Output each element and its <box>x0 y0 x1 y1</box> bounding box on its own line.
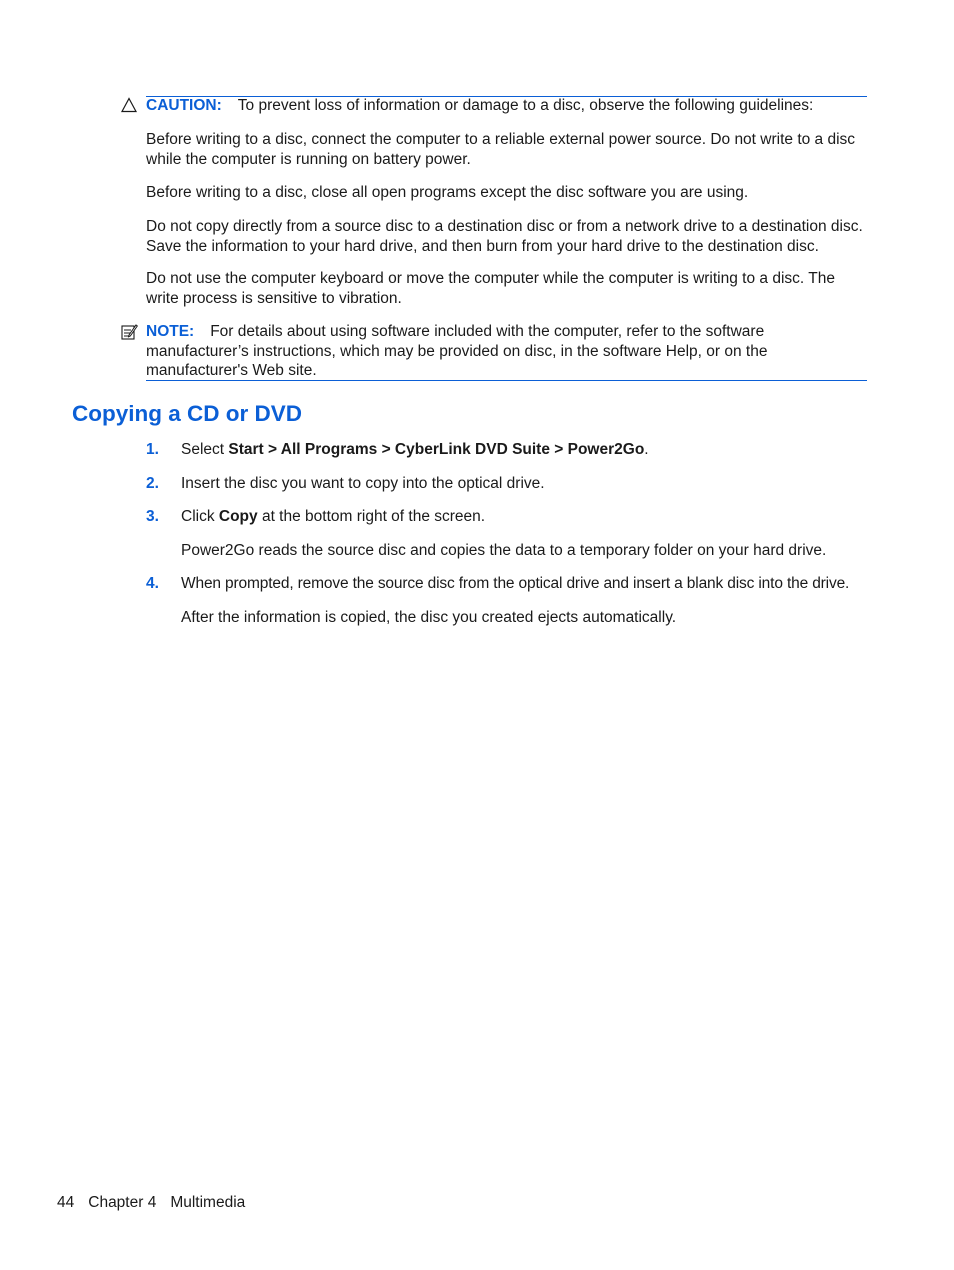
caution-item: Do not copy directly from a source disc to a destination disc or from a network drive to a destination disc. Save the information to your hard drive, and then burn from your hard drive to the destination disc. <box>146 218 863 255</box>
step-button-name: Copy <box>218 508 258 525</box>
section-title: Copying a CD or DVD <box>72 401 303 426</box>
note-pad-icon <box>120 323 138 341</box>
step-text <box>181 507 871 527</box>
chapter-title: Multimedia <box>170 1194 246 1211</box>
step-number: 1. <box>146 441 159 458</box>
caution-item: Before writing to a disc, connect the computer to a reliable external power source. Do not write to a disc while the computer is running on battery power. <box>146 131 856 168</box>
step-suffix: at the bottom right of the screen. <box>257 508 486 525</box>
step-result-text: Power2Go reads the source disc and copies the data to a temporary folder on your hard drive. <box>181 542 827 559</box>
note-text-block <box>146 322 868 381</box>
step-text: Insert the disc you want to copy into the optical drive. <box>181 475 545 492</box>
caution-intro <box>146 96 868 116</box>
step-suffix: . <box>644 441 649 458</box>
step-text <box>181 440 871 460</box>
step-number: 2. <box>146 475 159 492</box>
caution-intro-text: To prevent loss of information or damage to a disc, observe the following guidelines: <box>237 97 814 114</box>
caution-label: CAUTION: <box>146 97 222 114</box>
note-text: For details about using software included with the computer, refer to the software manufacturer’s instructions, which may be provided on disc, in the software Help, or on the manufacturer's Web site. <box>146 323 768 379</box>
page-footer <box>57 1193 259 1213</box>
step-result-text: After the information is copied, the disc you created ejects automatically. <box>181 609 677 626</box>
step-number: 4. <box>146 575 159 592</box>
note-label: NOTE: <box>146 323 195 340</box>
caution-triangle-icon <box>120 96 138 114</box>
step-menu-path: Start > All Programs > CyberLink DVD Suite > Power2Go <box>228 441 645 458</box>
step-number: 3. <box>146 508 159 525</box>
caution-item: Before writing to a disc, close all open programs except the disc software you are using. <box>146 184 749 201</box>
note-bottom-rule <box>146 380 867 381</box>
step-prefix: Click <box>181 508 219 525</box>
caution-item: Do not use the computer keyboard or move the computer while the computer is writing to a disc. The write process is sensitive to vibration. <box>146 270 835 307</box>
chapter-number: Chapter 4 <box>88 1194 157 1211</box>
page-number: 44 <box>57 1194 75 1211</box>
step-prefix: Select <box>181 441 229 458</box>
step-text: When prompted, remove the source disc from the optical drive and insert a blank disc into the drive. <box>181 575 850 592</box>
